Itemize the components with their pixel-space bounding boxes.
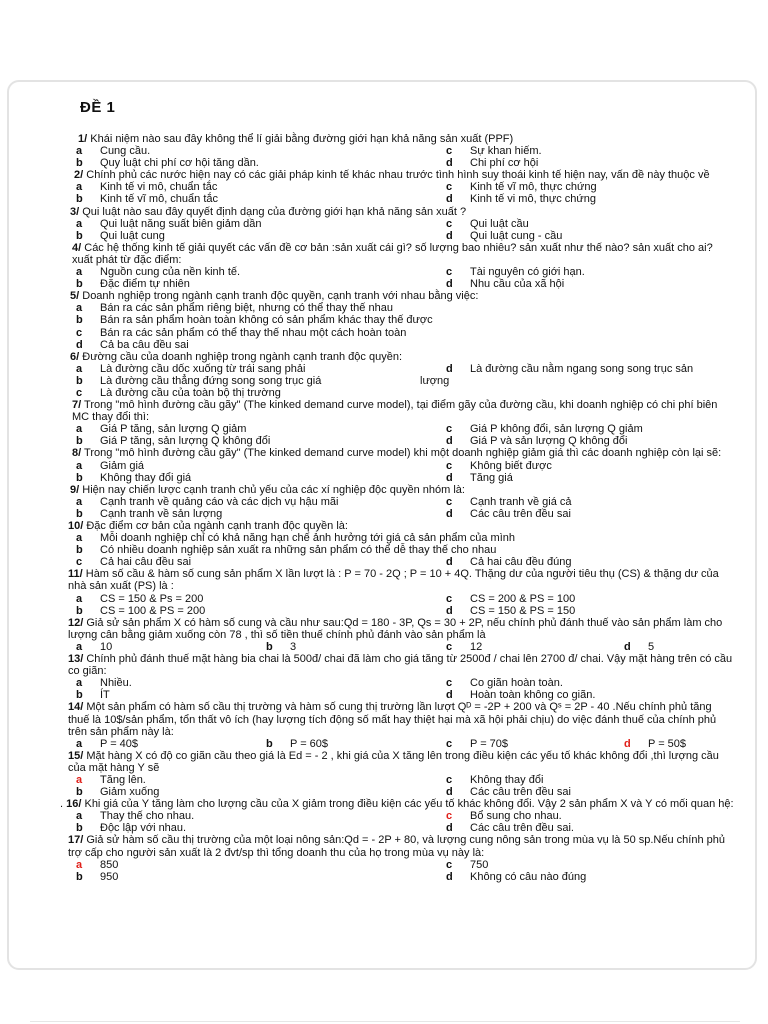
answer-6d-continued: lượng bbox=[420, 374, 450, 387]
option-letter: d bbox=[446, 362, 453, 375]
answer-17c[interactable]: 750 bbox=[470, 858, 489, 871]
answer-row bbox=[64, 363, 736, 375]
option-letter: c bbox=[446, 266, 453, 279]
answer-5c[interactable]: Bán ra các sản phẩm có thể thay thế nhau một cách hoàn toàn bbox=[100, 326, 407, 339]
option-letter: b bbox=[76, 229, 83, 242]
option-letter: d bbox=[446, 556, 453, 569]
answer-row bbox=[64, 302, 736, 314]
answer-row bbox=[64, 472, 736, 484]
answer-row bbox=[64, 157, 736, 169]
question-1: 1/ Khái niệm nào sau đây không thể lí giải bằng đường giới hạn khả năng sản xuất (PPF) bbox=[78, 133, 514, 145]
answer-row bbox=[64, 532, 736, 544]
option-letter: c bbox=[446, 640, 453, 653]
option-letter: a bbox=[76, 181, 83, 194]
correct-answer-marker: c bbox=[446, 810, 453, 823]
option-letter: d bbox=[446, 870, 453, 883]
answer-1b[interactable]: Quy luật chi phí cơ hội tăng dần. bbox=[100, 157, 259, 170]
answer-row bbox=[64, 496, 736, 508]
option-letter: c bbox=[446, 181, 453, 194]
answer-row bbox=[64, 677, 736, 689]
answer-16d[interactable]: Các câu trên đều sai. bbox=[470, 822, 574, 835]
option-letter: a bbox=[76, 423, 83, 436]
option-letter: b bbox=[76, 278, 83, 291]
answer-6d[interactable]: Là đường cầu nằm ngang song song trục sản bbox=[470, 362, 694, 375]
answer-row bbox=[64, 738, 736, 750]
answer-row bbox=[64, 460, 736, 472]
option-letter: c bbox=[446, 677, 453, 690]
question-2: 2/ Chính phủ các nước hiện nay có các giải pháp kinh tế khác nhau trước tình hình suy thoái kinh tế hiện nay, vấn đề này thuộc về bbox=[74, 169, 710, 182]
option-letter: c bbox=[446, 858, 453, 871]
answer-7d[interactable]: Giá P và sản lượng Q không đổi bbox=[470, 435, 628, 448]
option-letter: a bbox=[76, 145, 83, 158]
answer-row bbox=[64, 435, 736, 447]
option-letter: d bbox=[446, 822, 453, 835]
answer-row bbox=[64, 593, 736, 605]
answer-10d[interactable]: Cả hai câu đều đúng bbox=[470, 556, 572, 569]
answer-4a[interactable]: Nguồn cung của nền kinh tế. bbox=[100, 266, 241, 279]
option-letter: b bbox=[266, 737, 273, 750]
answer-2a[interactable]: Kinh tế vi mô, chuẩn tắc bbox=[100, 181, 218, 194]
answer-10b[interactable]: Có nhiều doanh nghiệp sản xuất ra những sản phẩm có thể dễ thay thế cho nhau bbox=[100, 544, 497, 557]
option-letter: d bbox=[446, 786, 453, 799]
option-letter: b bbox=[76, 157, 83, 170]
question-17: 17/ Giả sử hàm số cầu thị trường của một loại nông sản:Qd = - 2P + 80, và lượng cung nông sản trong mùa vụ là 50 sp.Nếu chính phủ trợ cấp cho người sản xuất là 2 đvt/sp thì tổng doanh thu của họ trong mùa vụ này là: bbox=[68, 834, 725, 859]
question-5: 5/ Doanh nghiệp trong ngành cạnh tranh độc quyền, cạnh tranh với nhau bằng việc: bbox=[70, 290, 479, 303]
option-letter: d bbox=[624, 640, 631, 653]
answer-row bbox=[64, 871, 736, 883]
answer-row bbox=[64, 375, 736, 387]
answer-2c[interactable]: Kinh tế vĩ mô, thực chứng bbox=[470, 181, 597, 194]
answer-row bbox=[64, 181, 736, 193]
answer-6c[interactable]: Là đường cầu của toàn bộ thị trường bbox=[100, 386, 281, 399]
option-letter: c bbox=[446, 773, 453, 786]
option-letter: c bbox=[446, 217, 453, 230]
option-letter: a bbox=[76, 592, 83, 605]
correct-answer-marker: d bbox=[624, 737, 631, 750]
question-10: 10/ Đặc điểm cơ bản của ngành cạnh tranh độc quyền là: bbox=[68, 520, 348, 532]
answer-5a[interactable]: Bán ra các sản phẩm riêng biệt, nhưng có thể thay thế nhau bbox=[100, 302, 393, 315]
option-letter: c bbox=[76, 386, 83, 399]
answer-row bbox=[64, 387, 736, 399]
answer-row bbox=[64, 327, 736, 339]
answer-16b[interactable]: Độc lập với nhau. bbox=[100, 822, 187, 835]
option-letter: b bbox=[76, 786, 83, 799]
option-letter: b bbox=[76, 471, 83, 484]
question-3: 3/ Qui luật nào sau đây quyết định dạng của đường giới hạn khả năng sản xuất ? bbox=[70, 205, 467, 218]
answer-row bbox=[64, 230, 736, 242]
answer-4c[interactable]: Tài nguyên có giới hạn. bbox=[470, 266, 585, 279]
question-14: 14/ Một sản phẩm có hàm số cầu thị trường và hàm số cung thị trường lần lượt Qᴰ = -2P + 200 và Qˢ = 2P - 40 .Nếu chính phủ tăng thuế là 10$/sản phẩm, tổn thất vô ích (hay lượng tích động số mất hay thiệt hại mà xã hội phải chịu) do việc đánh thuế của chính phủ trên sản phẩm này là: bbox=[68, 701, 717, 738]
option-letter: a bbox=[76, 266, 83, 279]
option-letter: a bbox=[76, 737, 83, 750]
option-letter: b bbox=[76, 374, 83, 387]
answer-1c[interactable]: Sự khan hiếm. bbox=[470, 145, 542, 158]
answer-8d[interactable]: Tăng giá bbox=[470, 471, 513, 484]
option-letter: d bbox=[76, 338, 83, 351]
answer-3d[interactable]: Qui luật cung - cầu bbox=[470, 229, 563, 242]
answer-8a[interactable]: Giảm giá bbox=[100, 459, 145, 472]
answer-9a[interactable]: Cạnh tranh về quảng cáo và các dịch vụ hậu mãi bbox=[100, 495, 339, 508]
answer-1d[interactable]: Chi phí cơ hội bbox=[470, 157, 539, 170]
exam-title: ĐỀ 1 bbox=[80, 99, 116, 116]
answer-row bbox=[64, 605, 736, 617]
answer-5b[interactable]: Bán ra sản phẩm hoàn toàn không có sản phẩm khác thay thế được bbox=[100, 314, 433, 327]
answer-row bbox=[64, 786, 736, 798]
option-letter: c bbox=[446, 423, 453, 436]
option-letter: a bbox=[76, 532, 83, 545]
option-letter: b bbox=[76, 822, 83, 835]
correct-answer-marker: a bbox=[76, 773, 83, 786]
option-letter: a bbox=[76, 362, 83, 375]
answer-16a[interactable]: Thay thế cho nhau. bbox=[100, 810, 195, 823]
answer-8c[interactable]: Không biết được bbox=[470, 459, 552, 472]
answer-14c[interactable]: P = 70$ bbox=[470, 737, 509, 750]
answer-14b[interactable]: P = 60$ bbox=[290, 737, 329, 750]
option-letter: c bbox=[446, 459, 453, 472]
page-bottom-divider bbox=[30, 1021, 740, 1022]
answer-17a[interactable]: 850 bbox=[100, 858, 119, 871]
option-letter: a bbox=[76, 677, 83, 690]
answer-row bbox=[64, 556, 736, 568]
option-letter: a bbox=[76, 217, 83, 230]
answer-13b[interactable]: ÍT bbox=[100, 689, 110, 702]
question-11: 11/ Hàm số cầu & hàm số cung sản phẩm X lần lượt là : P = 70 - 2Q ; P = 10 + 4Q. Thặng dư của người tiêu thụ (CS) & thặng dư của nhà sản xuất (PS) là : bbox=[68, 568, 719, 593]
question-13: 13/ Chính phủ đánh thuế mặt hàng bia chai là 500đ/ chai đã làm cho giá tăng từ 2500đ / chai lên 2700 đ/ chai. Vậy mặt hàng trên có cầu co giãn: bbox=[68, 653, 733, 678]
option-letter: d bbox=[446, 604, 453, 617]
question-8: 8/ Trong "mô hình đường cầu gãy" (The kinked demand curve model) khi một doanh nghiệp giảm giá thì các doanh nghiệp còn lại sẽ: bbox=[72, 447, 722, 460]
answer-12a[interactable]: 10 bbox=[100, 640, 113, 653]
option-letter: c bbox=[446, 495, 453, 508]
question-6: 6/ Đường cầu của doanh nghiệp trong ngành cạnh tranh độc quyền: bbox=[70, 350, 403, 363]
answer-4b[interactable]: Đặc điểm tự nhiên bbox=[100, 278, 190, 291]
answer-row bbox=[64, 339, 736, 351]
answer-1a[interactable]: Cung cầu. bbox=[100, 145, 151, 158]
answer-7c[interactable]: Giá P không đổi, sản lượng Q giảm bbox=[470, 423, 643, 436]
option-letter: a bbox=[76, 640, 83, 653]
answer-8b[interactable]: Không thay đổi giá bbox=[100, 471, 192, 484]
option-letter: c bbox=[446, 145, 453, 158]
answer-14d[interactable]: P = 50$ bbox=[648, 737, 687, 750]
answer-10a[interactable]: Mỗi doanh nghiệp chỉ có khả năng hạn chế ảnh hưởng tới giá cả sản phẩm của mình bbox=[100, 532, 516, 545]
correct-answer-marker: a bbox=[76, 858, 83, 871]
option-letter: b bbox=[76, 193, 83, 206]
option-letter: d bbox=[446, 435, 453, 448]
answer-6b[interactable]: Là đường cầu thẳng đứng song song trục giá bbox=[100, 374, 322, 387]
answer-9c[interactable]: Cạnh tranh về giá cả bbox=[470, 495, 572, 508]
question-15: 15/ Mặt hàng X có độ co giãn cầu theo giá là Ed = - 2 , khi giá của X tăng lên trong điều kiện các yếu tố khác không đổi ,thì lượng cầu của mặt hàng Y sẽ bbox=[68, 749, 719, 774]
answer-15c[interactable]: Không thay đổi bbox=[470, 773, 544, 786]
answer-2d[interactable]: Kinh tế vi mô, thực chứng bbox=[470, 193, 597, 206]
option-letter: b bbox=[76, 507, 83, 520]
answer-12b[interactable]: 3 bbox=[290, 640, 297, 653]
answer-11c[interactable]: CS = 200 & PS = 100 bbox=[470, 592, 576, 605]
answer-row bbox=[64, 314, 736, 326]
answer-15a[interactable]: Tăng lên. bbox=[100, 773, 146, 786]
answer-13d[interactable]: Hoàn toàn không co giãn. bbox=[470, 689, 596, 702]
answer-2b[interactable]: Kinh tế vĩ mô, chuẩn tắc bbox=[100, 193, 219, 206]
option-letter: a bbox=[76, 810, 83, 823]
question-4: 4/ Các hệ thống kinh tế giải quyết các vấn đề cơ bản :sản xuất cái gì? số lượng bao nhiêu? sản xuất như thế nào? sản xuất cho ai? xuất phát từ đặc điểm: bbox=[72, 241, 713, 266]
answer-14a[interactable]: P = 40$ bbox=[100, 737, 139, 750]
option-letter: c bbox=[446, 737, 453, 750]
answer-row bbox=[64, 859, 736, 871]
answer-3b[interactable]: Qui luật cung bbox=[100, 229, 165, 242]
answer-16c[interactable]: Bổ sung cho nhau. bbox=[470, 810, 562, 823]
answer-15b[interactable]: Giảm xuống bbox=[100, 786, 160, 799]
answer-13c[interactable]: Co giãn hoàn toàn. bbox=[470, 677, 563, 690]
option-letter: a bbox=[76, 495, 83, 508]
option-letter: d bbox=[446, 229, 453, 242]
question-7: 7/ Trong "mô hình đường cầu gãy" (The kinked demand curve model), tại điểm gãy của đường cầu, khi doanh nghiệp có chi phí biên MC thay đổi thì: bbox=[72, 399, 718, 424]
answer-7a[interactable]: Giá P tăng, sản lượng Q giảm bbox=[100, 423, 247, 436]
answer-15d[interactable]: Các câu trên đều sai bbox=[470, 786, 571, 799]
option-letter: b bbox=[266, 640, 273, 653]
answer-row bbox=[64, 544, 736, 556]
answer-17b[interactable]: 950 bbox=[100, 870, 119, 883]
answer-4d[interactable]: Nhu cầu của xã hội bbox=[470, 278, 565, 291]
answer-row bbox=[64, 218, 736, 230]
option-letter: b bbox=[76, 314, 83, 327]
option-letter: c bbox=[76, 326, 83, 339]
question-12: 12/ Giả sử sản phẩm X có hàm số cung và cầu như sau:Qd = 180 - 3P, Qs = 30 + 2P, nếu chính phủ đánh thuế vào sản phẩm làm cho lượng cân bằng giảm xuống còn 78 , thì số tiền thuế chính phủ đánh vào sản phẩm là bbox=[68, 616, 723, 641]
answer-row bbox=[64, 508, 736, 520]
answer-row bbox=[64, 774, 736, 786]
answer-row bbox=[64, 423, 736, 435]
option-letter: b bbox=[76, 604, 83, 617]
answer-12d[interactable]: 5 bbox=[648, 640, 655, 653]
answer-row bbox=[64, 822, 736, 834]
answer-row bbox=[64, 145, 736, 157]
option-letter: c bbox=[446, 592, 453, 605]
answer-3c[interactable]: Qui luật cầu bbox=[470, 217, 529, 230]
question-9: 9/ Hiện nay chiến lược cạnh tranh chủ yếu của các xí nghiệp độc quyền nhóm là: bbox=[70, 483, 465, 496]
question-list bbox=[60, 133, 736, 883]
answer-row bbox=[64, 810, 736, 822]
answer-17d[interactable]: Không có câu nào đúng bbox=[470, 870, 587, 883]
option-letter: d bbox=[446, 689, 453, 702]
answer-row bbox=[64, 641, 736, 653]
question-16: . 16/ Khi giá của Y tăng làm cho lượng cầu của X giảm trong điều kiện các yếu tố khác không đổi. Vậy 2 sản phẩm X và Y có mối quan hệ: bbox=[60, 798, 734, 811]
option-letter: b bbox=[76, 689, 83, 702]
option-letter: b bbox=[76, 870, 83, 883]
option-letter: b bbox=[76, 544, 83, 557]
answer-11a[interactable]: CS = 150 & Ps = 200 bbox=[100, 592, 204, 605]
answer-row bbox=[64, 193, 736, 205]
option-letter: d bbox=[446, 507, 453, 520]
answer-11d[interactable]: CS = 150 & PS = 150 bbox=[470, 604, 576, 617]
answer-row bbox=[64, 278, 736, 290]
answer-row bbox=[64, 266, 736, 278]
option-letter: b bbox=[76, 435, 83, 448]
option-letter: a bbox=[76, 302, 83, 315]
answer-11b[interactable]: CS = 100 & PS = 200 bbox=[100, 604, 206, 617]
option-letter: a bbox=[76, 459, 83, 472]
option-letter: c bbox=[76, 556, 83, 569]
answer-6a[interactable]: Là đường cầu dốc xuống từ trái sang phải bbox=[100, 362, 306, 375]
option-letter: d bbox=[446, 157, 453, 170]
answer-10c[interactable]: Cả hai câu đều sai bbox=[100, 556, 192, 569]
answer-13a[interactable]: Nhiều. bbox=[100, 677, 132, 690]
answer-9d[interactable]: Các câu trên đều sai bbox=[470, 507, 571, 520]
answer-12c[interactable]: 12 bbox=[470, 640, 483, 653]
answer-7b[interactable]: Giá P tăng, sản lượng Q không đổi bbox=[100, 435, 271, 448]
answer-3a[interactable]: Qui luật năng suất biên giảm dần bbox=[100, 217, 262, 230]
option-letter: d bbox=[446, 278, 453, 291]
option-letter: d bbox=[446, 193, 453, 206]
answer-row bbox=[64, 689, 736, 701]
option-letter: d bbox=[446, 471, 453, 484]
answer-9b[interactable]: Cạnh tranh về sản lượng bbox=[100, 507, 223, 520]
answer-5d[interactable]: Cả ba câu đều sai bbox=[100, 338, 189, 351]
